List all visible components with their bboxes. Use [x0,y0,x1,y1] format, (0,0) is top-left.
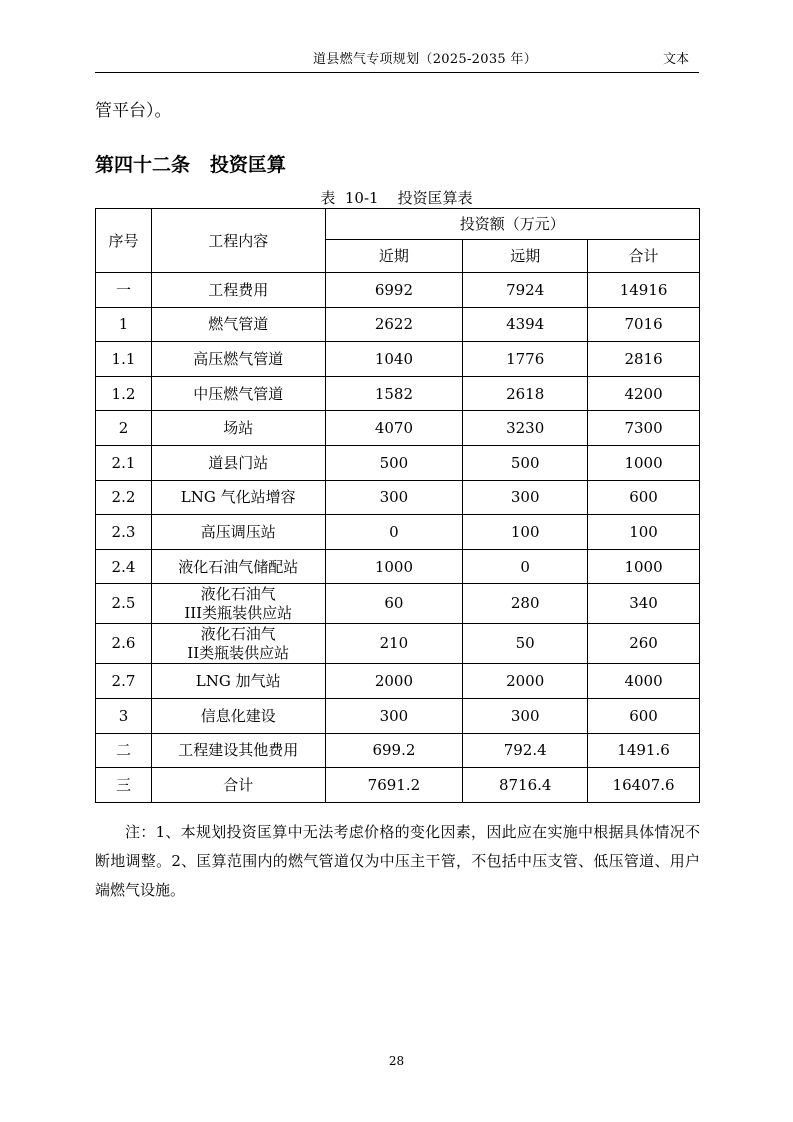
cell-seq: 三 [96,768,152,803]
cell-total: 7300 [588,411,700,446]
cell-content: 场站 [151,411,325,446]
cell-content: 燃气管道 [151,307,325,342]
cell-total: 1000 [588,445,700,480]
cell-content-line-1: 液化石油气 [200,624,276,643]
cell-content: 道县门站 [151,445,325,480]
cell-far: 280 [463,584,588,624]
cell-total: 600 [588,698,700,733]
cell-seq: 2.5 [96,584,152,624]
cell-far: 2000 [463,664,588,699]
header-section-label: 文本 [662,52,689,67]
cell-total: 14916 [588,273,700,308]
cell-near: 7691.2 [325,768,463,803]
cell-far: 8716.4 [463,768,588,803]
cell-seq: 2.6 [96,624,152,664]
cell-content: 液化石油气储配站 [151,549,325,584]
cell-far: 2618 [463,376,588,411]
cell-seq: 2.7 [96,664,152,699]
cell-far: 4394 [463,307,588,342]
page-number: 28 [388,1054,405,1068]
cell-seq: 2 [96,411,152,446]
table-row [96,376,700,411]
table-row [96,624,700,664]
cell-far: 300 [463,698,588,733]
cell-content: 高压燃气管道 [151,342,325,377]
cell-total: 4200 [588,376,700,411]
cell-near: 1040 [325,342,463,377]
cell-total: 7016 [588,307,700,342]
cell-seq: 2.4 [96,549,152,584]
table-row [96,515,700,550]
cell-seq: 1 [96,307,152,342]
cell-near: 4070 [325,411,463,446]
cell-near: 0 [325,515,463,550]
cell-seq: 2.1 [96,445,152,480]
cell-content: 信息化建设 [151,698,325,733]
table-caption: 表 10-1 投资匡算表 [320,189,473,207]
cell-total: 4000 [588,664,700,699]
cell-seq: 2.2 [96,480,152,515]
cell-near: 2622 [325,307,463,342]
cell-far: 3230 [463,411,588,446]
page-header [95,44,699,73]
cell-far: 792.4 [463,733,588,768]
cell-near: 60 [325,584,463,624]
cell-total: 100 [588,515,700,550]
cell-near: 500 [325,445,463,480]
cell-far: 7924 [463,273,588,308]
table-row [96,411,700,446]
cell-far: 0 [463,549,588,584]
cell-near: 300 [325,698,463,733]
header-investment: 投资额（万元） [325,209,699,240]
cell-total: 2816 [588,342,700,377]
cell-near: 699.2 [325,733,463,768]
cell-seq: 一 [96,273,152,308]
table-row [96,698,700,733]
cell-seq: 3 [96,698,152,733]
cell-far: 50 [463,624,588,664]
table-note: 注：1、本规划投资匡算中无法考虑价格的变化因素，因此应在实施中根据具体情况不断地调整。2、匡算范围内的燃气管道仅为中压主干管，不包括中压支管、低压管道、用户端燃气设施。 [95,823,700,899]
cell-near: 2000 [325,664,463,699]
cell-near: 1000 [325,549,463,584]
cell-seq: 1.1 [96,342,152,377]
cell-content: 工程费用 [151,273,325,308]
cell-content: 高压调压站 [151,515,325,550]
table-row [96,584,700,624]
table-row [96,768,700,803]
cell-far: 500 [463,445,588,480]
header-near: 近期 [325,240,463,273]
cell-content: LNG 气化站增容 [151,480,325,515]
cell-total: 16407.6 [588,768,700,803]
cell-near: 6992 [325,273,463,308]
table-row [96,445,700,480]
cell-content-line-2: II类瓶装供应站 [187,643,290,662]
cell-content [151,624,325,664]
cell-content: 合计 [151,768,325,803]
header-far: 远期 [463,240,588,273]
table-row [96,342,700,377]
header-total: 合计 [588,240,700,273]
header-content: 工程内容 [151,209,325,273]
cell-near: 1582 [325,376,463,411]
table-row [96,733,700,768]
investment-estimate-table [95,208,700,803]
cell-far: 1776 [463,342,588,377]
cell-seq: 二 [96,733,152,768]
cell-total: 1000 [588,549,700,584]
header-title: 道县燃气专项规划（2025-2035 年） [313,52,537,67]
cell-content-line-1: 液化石油气 [200,584,276,603]
header-seq: 序号 [96,209,152,273]
table-row [96,664,700,699]
table-row [96,307,700,342]
cell-content: LNG 加气站 [151,664,325,699]
cell-seq: 2.3 [96,515,152,550]
cell-total: 600 [588,480,700,515]
table-row [96,480,700,515]
article-heading: 第四十二条 投资匡算 [95,154,286,176]
cell-content: 工程建设其他费用 [151,733,325,768]
cell-content [151,584,325,624]
cell-total: 340 [588,584,700,624]
cell-near: 210 [325,624,463,664]
cell-total: 1491.6 [588,733,700,768]
cell-near: 300 [325,480,463,515]
continuation-text: 管平台）。 [95,101,172,121]
cell-far: 100 [463,515,588,550]
cell-far: 300 [463,480,588,515]
table-row [96,273,700,308]
table-row [96,549,700,584]
cell-total: 260 [588,624,700,664]
table-header-row [96,209,700,240]
cell-seq: 1.2 [96,376,152,411]
cell-content: 中压燃气管道 [151,376,325,411]
cell-content-line-2: III类瓶装供应站 [184,603,293,622]
